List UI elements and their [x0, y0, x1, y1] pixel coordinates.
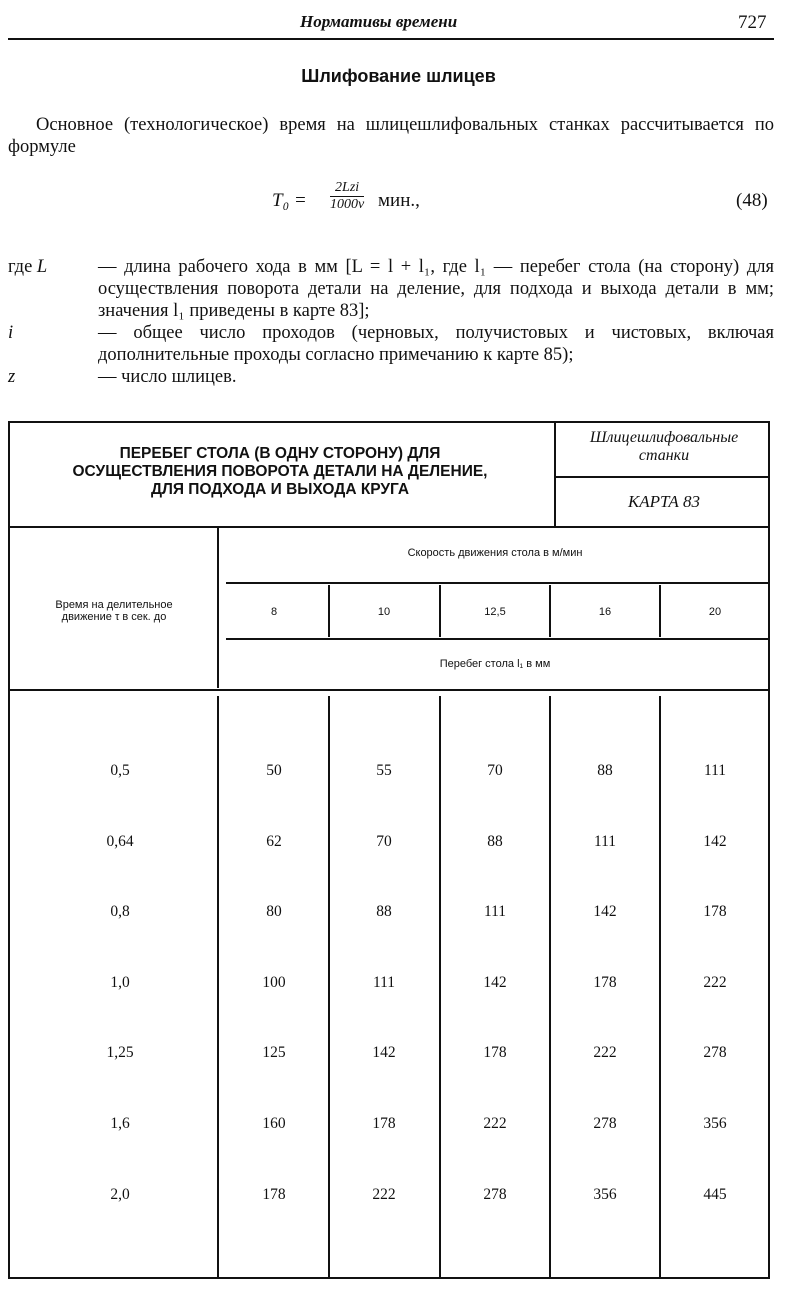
definition-symbol-text: L [36, 257, 48, 277]
overrun-cell: 445 [703, 1186, 727, 1203]
definition-symbol [8, 366, 96, 388]
card-title-line: ДЛЯ ПОДХОДА И ВЫХОДА КРУГА [150, 481, 410, 498]
intro-text: Основное (технологическое) время на шлицешлифовальных станках рассчитывается по формуле [8, 115, 774, 157]
page-number: 727 [738, 12, 767, 33]
row-header-line: Время на делительное [55, 599, 173, 611]
overrun-cell: 178 [262, 1186, 286, 1203]
machine-type [558, 429, 770, 465]
formula-number: (48) [736, 190, 768, 211]
speed-caption-rule [226, 582, 770, 584]
speed-value: 10 [377, 606, 391, 618]
time-cell: 1,25 [106, 1044, 134, 1061]
machine-type-line: станки [638, 447, 690, 464]
time-cell: 1,0 [110, 974, 130, 991]
formula-lhs: T₀ = [272, 190, 307, 211]
overrun-cell: 55 [376, 762, 392, 779]
definition-item [8, 366, 774, 388]
overrun-cell: 88 [487, 833, 503, 850]
time-cell: 0,64 [106, 833, 134, 850]
card-number: КАРТА 83 [627, 492, 701, 511]
card-title [20, 445, 540, 499]
definition-symbol [8, 256, 96, 278]
overrun-cell: 356 [703, 1115, 727, 1132]
overrun-cell: 178 [703, 903, 727, 920]
header-rule [8, 38, 774, 40]
overrun-cell: 356 [593, 1186, 617, 1203]
overrun-cell: 278 [703, 1044, 727, 1061]
definitions-list [8, 256, 774, 388]
overrun-cell: 278 [483, 1186, 507, 1203]
card-title-line: ПЕРЕБЕГ СТОЛА (В ОДНУ СТОРОНУ) ДЛЯ [119, 445, 441, 462]
overrun-cell: 125 [262, 1044, 286, 1061]
overrun-cell: 142 [703, 833, 727, 850]
overrun-cell: 70 [376, 833, 392, 850]
overrun-cell: 222 [483, 1115, 507, 1132]
overrun-cell: 222 [372, 1186, 396, 1203]
overrun-cell: 111 [703, 762, 727, 779]
intro-paragraph [8, 114, 774, 158]
overrun-cell: 111 [483, 903, 507, 920]
row-header-line: движение τ в сек. до [61, 611, 167, 623]
card-header-rule [8, 526, 770, 528]
definition-prefix: где [8, 257, 37, 277]
overrun-cell: 111 [593, 833, 617, 850]
overrun-cell: 100 [262, 974, 286, 991]
time-cell: 1,6 [110, 1115, 130, 1132]
speed-value: 12,5 [484, 606, 506, 618]
definition-symbol [8, 322, 96, 344]
section-title: Шлифование шлицев [301, 66, 496, 86]
overrun-cell: 278 [593, 1115, 617, 1132]
definition-text: — число шлицев. [98, 367, 237, 387]
overrun-cell: 178 [593, 974, 617, 991]
speed-value: 8 [270, 606, 278, 618]
speed-value: 20 [708, 606, 722, 618]
definition-text: — длина рабочего хода в мм [L = l + l₁, где l₁ — перебег стола (на сторону) для осуществления поворота детали на деление, для подхода и выхода детали в мм; значения l₁ приведены в карте 83]; [98, 257, 774, 321]
overrun-cell: 88 [597, 762, 613, 779]
overrun-cell: 142 [593, 903, 617, 920]
running-header-title: Нормативы времени [300, 12, 458, 31]
overrun-cell: 178 [483, 1044, 507, 1061]
overrun-cell: 178 [372, 1115, 396, 1132]
overrun-cell: 160 [262, 1115, 286, 1132]
overrun-cell: 50 [266, 762, 282, 779]
row-header [12, 599, 216, 623]
overrun-cell: 142 [483, 974, 507, 991]
overrun-caption: Перебег стола l₁ в мм [439, 658, 551, 670]
formula-denominator: 1000v [330, 197, 365, 212]
time-cell: 0,5 [110, 762, 130, 779]
speed-caption: Скорость движения стола в м/мин [407, 547, 583, 559]
time-cell: 0,8 [110, 903, 130, 920]
formula-fraction [330, 180, 364, 213]
overrun-cell: 88 [376, 903, 392, 920]
table-head-rule [8, 689, 770, 691]
overrun-cell: 142 [372, 1044, 396, 1061]
definition-item [8, 256, 774, 322]
formula-numerator: 2Lzi [330, 180, 364, 197]
overrun-cell: 80 [266, 903, 282, 920]
definition-symbol-text: z [8, 367, 16, 387]
card-type-rule [556, 476, 770, 478]
speed-value: 16 [598, 606, 612, 618]
overrun-cell: 111 [372, 974, 396, 991]
overrun-cell: 70 [487, 762, 503, 779]
overrun-cell: 62 [266, 833, 282, 850]
overrun-cell: 222 [703, 974, 727, 991]
definition-item [8, 322, 774, 366]
formula-unit: мин., [378, 190, 420, 211]
definition-symbol-text: i [8, 323, 14, 343]
card-title-line: ОСУЩЕСТВЛЕНИЯ ПОВОРОТА ДЕТАЛИ НА ДЕЛЕНИЕ, [72, 463, 488, 480]
card-header-divider [554, 421, 556, 526]
definition-text: — общее число проходов (черновых, получистовых и чистовых, включая дополнительные проходы согласно примечанию к карте 85); [98, 323, 774, 365]
machine-type-line: Шлицешлифовальные [589, 429, 739, 446]
overrun-cell: 222 [593, 1044, 617, 1061]
speed-values-rule [226, 638, 770, 640]
time-cell: 2,0 [110, 1186, 130, 1203]
